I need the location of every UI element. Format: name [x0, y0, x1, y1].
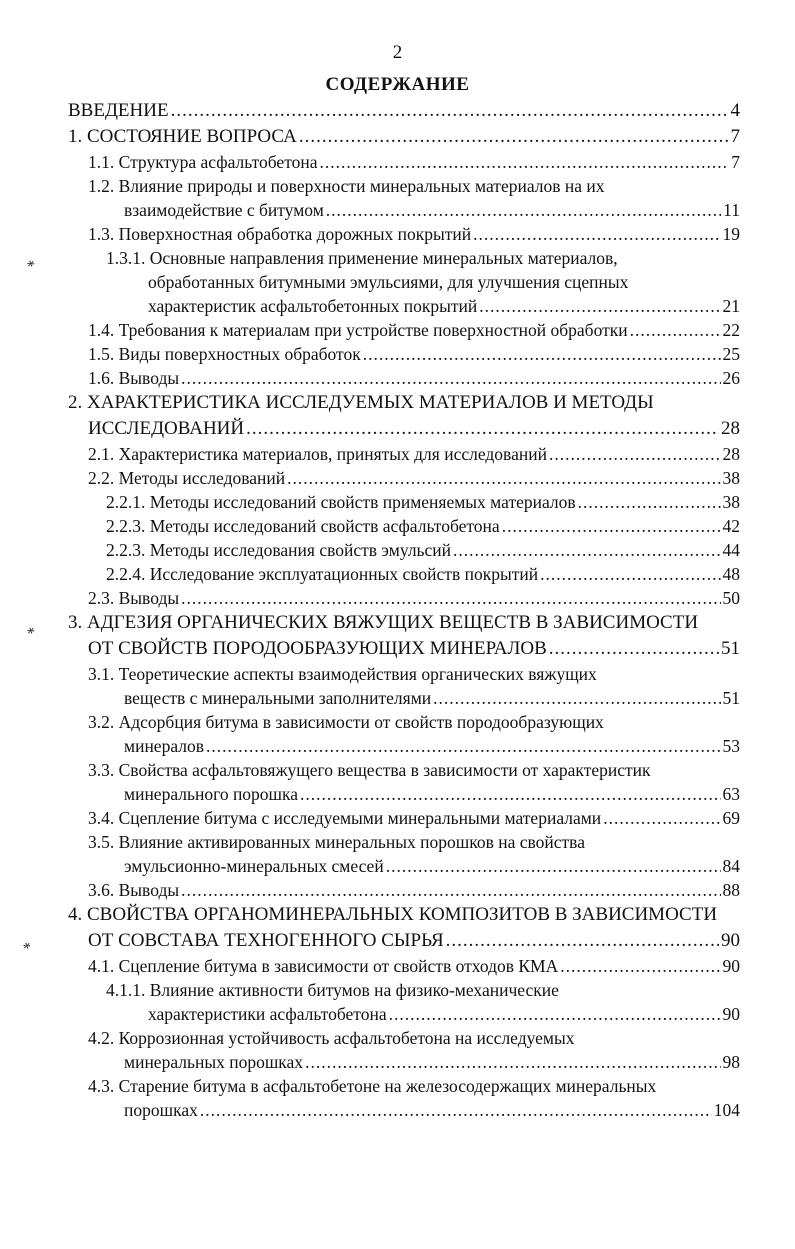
toc-entry-text: 2. ХАРАКТЕРИСТИКА ИССЛЕДУЕМЫХ МАТЕРИАЛОВ И МЕТОДЫ: [68, 392, 654, 413]
toc-entry[interactable]: [0, 366, 795, 390]
toc-entry-text: 3.3. Свойства асфальтовяжущего вещества в зависимости от характеристик: [88, 760, 651, 780]
margin-mark: *: [25, 257, 39, 276]
toc-entry-text: ОТ СВОЙСТВ ПОРОДООБРАЗУЮЩИХ МИНЕРАЛОВ: [88, 638, 547, 659]
toc-entry-text: минеральных порошках: [124, 1052, 304, 1072]
dot-leader: [389, 1002, 721, 1026]
dot-leader: [502, 514, 721, 538]
toc-entry[interactable]: [0, 174, 795, 222]
toc-entry[interactable]: [0, 390, 795, 442]
toc-page-number: 98: [722, 1052, 740, 1072]
dot-leader: [433, 686, 720, 710]
toc-entry-text: 3.6. Выводы: [88, 880, 180, 900]
toc-page-number: 22: [722, 320, 740, 340]
toc-entry-text: 4.2. Коррозионная устойчивость асфальтобетона на исследуемых: [88, 1028, 575, 1048]
toc-entry-text: характеристик асфальтобетонных покрытий: [148, 296, 478, 316]
dot-leader: [171, 98, 729, 124]
dot-leader: [549, 442, 721, 466]
dot-leader: [363, 342, 721, 366]
dot-leader: [479, 294, 720, 318]
toc-entry-text: веществ с минеральными заполнителями: [124, 688, 432, 708]
toc-entry[interactable]: [0, 586, 795, 610]
toc-entry[interactable]: [0, 342, 795, 366]
toc-entry-text: 2.3. Выводы: [88, 588, 180, 608]
toc-entry[interactable]: [0, 490, 795, 514]
dot-leader: [473, 222, 720, 246]
toc-page-number: 63: [722, 784, 740, 804]
toc-entry-text: 1.2. Влияние природы и поверхности минеральных материалов на их: [88, 176, 605, 196]
toc-page-number: 84: [722, 856, 740, 876]
toc-entry[interactable]: [0, 878, 795, 902]
toc-page-number: 51: [721, 638, 740, 659]
toc-page-number: 90: [721, 930, 740, 951]
dot-leader: [206, 734, 721, 758]
toc-page-number: 26: [722, 368, 740, 388]
dot-leader: [200, 1098, 712, 1122]
toc-entry-text: 1.3.1. Основные направления применение минеральных материалов,: [106, 248, 618, 268]
toc-page-number: 21: [722, 296, 740, 316]
toc-entry[interactable]: [0, 830, 795, 878]
toc-page-number: 50: [722, 588, 740, 608]
dot-leader: [560, 954, 720, 978]
toc-entry-text: 3.5. Влияние активированных минеральных порошков на свойства: [88, 832, 585, 852]
toc-entry[interactable]: [0, 150, 795, 174]
toc-entry-text: 3.2. Адсорбция битума в зависимости от свойств породообразующих: [88, 712, 604, 732]
toc-entry-text: 2.2.1. Методы исследований свойств применяемых материалов: [106, 492, 576, 512]
dot-leader: [540, 562, 720, 586]
toc-page-number: 90: [722, 956, 740, 976]
toc-entry[interactable]: [0, 954, 795, 978]
toc-page-number: 51: [722, 688, 740, 708]
toc-entry-text: 3.4. Сцепление битума с исследуемыми минеральными материалами: [88, 808, 602, 828]
toc-entry-text: 2.2.4. Исследование эксплуатационных свойств покрытий: [106, 564, 539, 584]
toc-entry[interactable]: [0, 710, 795, 758]
toc-entry-text: 1.6. Выводы: [88, 368, 180, 388]
dot-leader: [246, 416, 719, 442]
toc-page-number: 11: [723, 200, 740, 220]
toc-entry-text: эмульсионно-минеральных смесей: [124, 856, 384, 876]
toc-entry-text: ИССЛЕДОВАНИЙ: [88, 418, 245, 439]
toc-page-number: 88: [722, 880, 740, 900]
dot-leader: [181, 878, 720, 902]
toc-page-number: 38: [722, 468, 740, 488]
dot-leader: [603, 806, 720, 830]
toc-entry-text: 1.1. Структура асфальтобетона: [88, 152, 318, 172]
toc-entry[interactable]: [0, 222, 795, 246]
toc-entry-text: ОТ СОВСТАВА ТЕХНОГЕННОГО СЫРЬЯ: [88, 930, 444, 951]
dot-leader: [300, 782, 720, 806]
toc-page-number: 19: [722, 224, 740, 244]
toc-entry-text: ВВЕДЕНИЕ: [68, 100, 169, 121]
toc-entry-text: 2.2.3. Методы исследований свойств асфальтобетона: [106, 516, 500, 536]
dot-leader: [320, 150, 730, 174]
toc-entry[interactable]: [0, 466, 795, 490]
dot-leader: [181, 586, 720, 610]
toc-page-number: 28: [721, 418, 740, 439]
toc-entry-text: минерального порошка: [124, 784, 299, 804]
toc-entry[interactable]: [0, 610, 795, 662]
table-of-contents: [0, 98, 795, 1122]
dot-leader: [287, 466, 720, 490]
toc-entry-text: 4. СВОЙСТВА ОРГАНОМИНЕРАЛЬНЫХ КОМПОЗИТОВ В ЗАВИСИМОСТИ: [68, 904, 718, 925]
toc-entry-text: 1. СОСТОЯНИЕ ВОПРОСА: [68, 126, 297, 147]
toc-page-number: 7: [731, 152, 740, 172]
page-number: 2: [392, 42, 403, 63]
dot-leader: [326, 198, 721, 222]
margin-mark: *: [21, 939, 35, 958]
toc-entry[interactable]: [0, 1026, 795, 1074]
toc-entry-text: порошках: [124, 1100, 198, 1120]
toc-entry-text: 4.1. Сцепление битума в зависимости от свойств отходов КМА: [88, 956, 559, 976]
toc-entry-text: 3. АДГЕЗИЯ ОРГАНИЧЕСКИХ ВЯЖУЩИХ ВЕЩЕСТВ В ЗАВИСИМОСТИ: [68, 612, 699, 633]
toc-entry-text: 1.4. Требования к материалам при устройстве поверхностной обработки: [88, 320, 628, 340]
toc-entry[interactable]: [0, 98, 795, 124]
toc-entry[interactable]: [0, 978, 795, 1026]
dot-leader: [446, 928, 719, 954]
toc-page-number: 25: [722, 344, 740, 364]
toc-entry-text: 2.2. Методы исследований: [88, 468, 286, 488]
dot-leader: [181, 366, 720, 390]
toc-entry-text: минералов: [124, 736, 204, 756]
dot-leader: [299, 124, 729, 150]
toc-page-number: 104: [713, 1100, 740, 1120]
toc-entry[interactable]: [0, 442, 795, 466]
dot-leader: [578, 490, 721, 514]
dot-leader: [386, 854, 721, 878]
toc-entry[interactable]: [0, 514, 795, 538]
toc-page-number: 7: [730, 126, 740, 147]
toc-entry-text: характеристики асфальтобетона: [148, 1004, 387, 1024]
toc-entry-text: 1.5. Виды поверхностных обработок: [88, 344, 361, 364]
toc-entry[interactable]: [0, 902, 795, 954]
toc-entry[interactable]: [0, 538, 795, 562]
dot-leader: [453, 538, 720, 562]
toc-entry-text: обработанных битумными эмульсиями, для улучшения сцепных: [148, 272, 629, 292]
toc-entry-text: 3.1. Теоретические аспекты взаимодействия органических вяжущих: [88, 664, 597, 684]
toc-entry[interactable]: [0, 1074, 795, 1122]
toc-page-number: 28: [722, 444, 740, 464]
toc-entry-text: 2.1. Характеристика материалов, принятых для исследований: [88, 444, 547, 464]
toc-page-number: 69: [722, 808, 740, 828]
toc-page-number: 90: [722, 1004, 740, 1024]
toc-page-number: 42: [722, 516, 740, 536]
toc-entry[interactable]: [0, 758, 795, 806]
toc-entry-text: взаимодействие с битумом: [124, 200, 324, 220]
toc-entry[interactable]: [0, 318, 795, 342]
toc-title: СОДЕРЖАНИЕ: [325, 74, 470, 95]
dot-leader: [549, 636, 719, 662]
toc-entry[interactable]: [0, 246, 795, 318]
toc-entry-text: 4.1.1. Влияние активности битумов на физико-механические: [106, 980, 559, 1000]
toc-page-number: 53: [722, 736, 740, 756]
toc-entry-text: 4.3. Старение битума в асфальтобетоне на железосодержащих минеральных: [88, 1076, 657, 1096]
toc-page-number: 44: [722, 540, 740, 560]
dot-leader: [305, 1050, 720, 1074]
margin-mark: *: [25, 624, 39, 643]
toc-entry[interactable]: [0, 562, 795, 586]
toc-entry-text: 2.2.3. Методы исследования свойств эмульсий: [106, 540, 452, 560]
toc-page-number: 4: [730, 100, 740, 121]
toc-entry[interactable]: [0, 124, 795, 150]
toc-entry[interactable]: [0, 806, 795, 830]
toc-entry[interactable]: [0, 662, 795, 710]
toc-page-number: 48: [722, 564, 740, 584]
toc-entry-text: 1.3. Поверхностная обработка дорожных покрытий: [88, 224, 472, 244]
dot-leader: [630, 318, 721, 342]
toc-page-number: 38: [722, 492, 740, 512]
